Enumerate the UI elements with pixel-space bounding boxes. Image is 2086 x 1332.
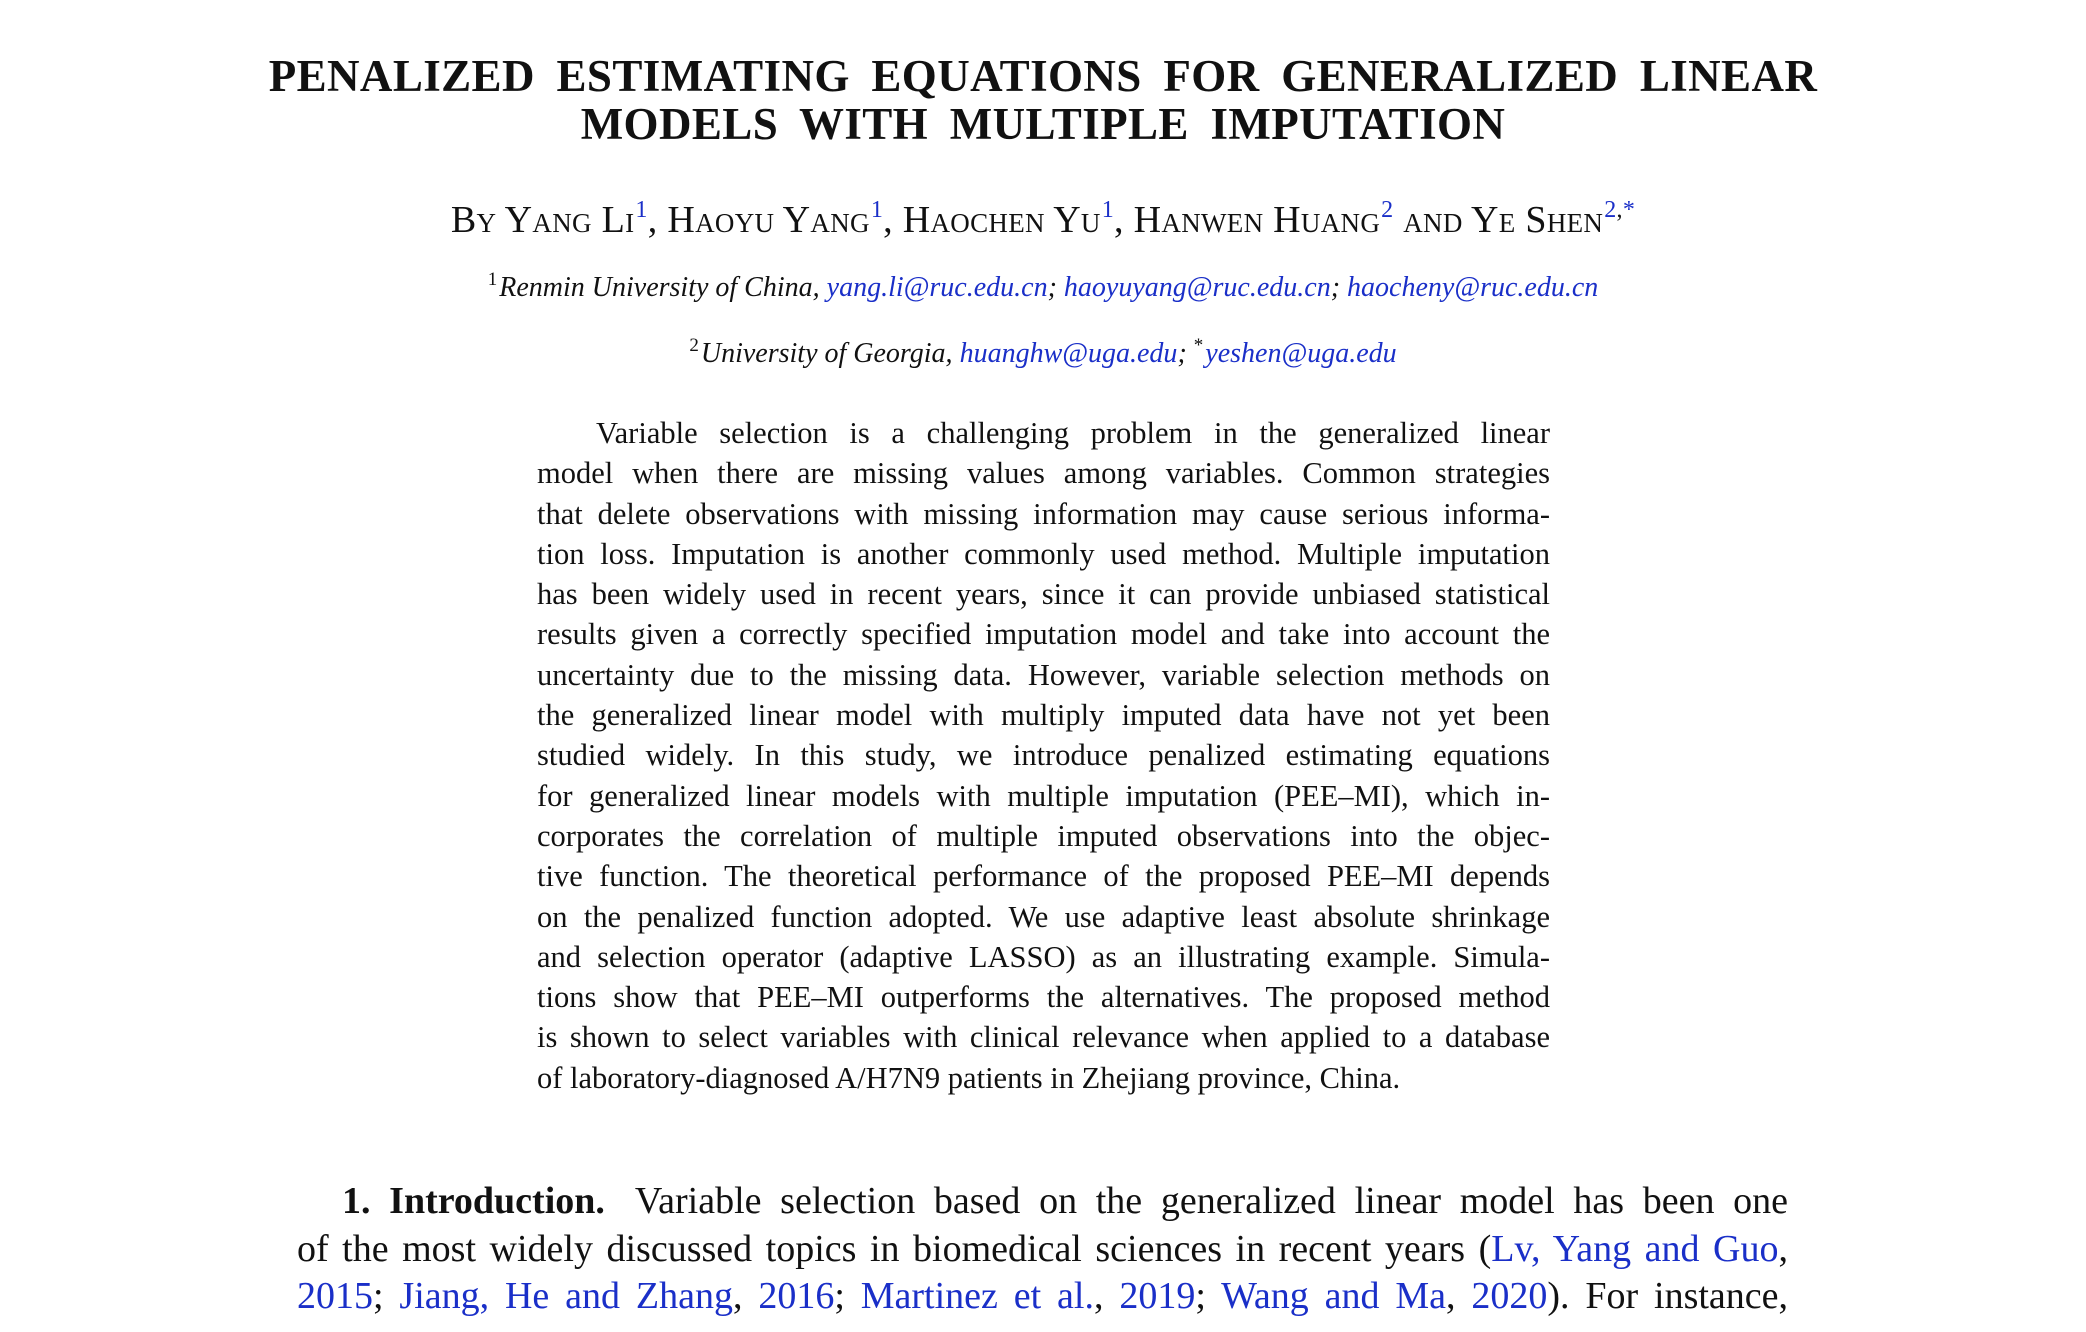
abstract-line: and selection operator (adaptive LASSO) as an illustrating example. Simula- bbox=[537, 939, 1550, 974]
intro-text: Variable selection based on the generalized linear model has been one bbox=[634, 1180, 1788, 1222]
affiliation-ref[interactable]: 2 bbox=[1381, 197, 1394, 223]
abstract-line: for generalized linear models with multiple imputation (PEE–MI), which in- bbox=[537, 778, 1550, 813]
citation-year-link[interactable]: 2019 bbox=[1119, 1275, 1196, 1317]
abstract-line: results given a correctly specified imputation model and take into account the bbox=[537, 617, 1550, 652]
email-link[interactable]: yang.li@ruc.edu.cn bbox=[826, 272, 1048, 303]
abstract-line: is shown to select variables with clinical relevance when applied to a database bbox=[537, 1020, 1550, 1055]
institution: Renmin University of China, bbox=[499, 272, 820, 303]
email-link[interactable]: huanghw@uga.edu bbox=[959, 338, 1178, 369]
author-separator: , bbox=[883, 199, 893, 241]
affiliation-ref[interactable]: 1 bbox=[1101, 197, 1115, 223]
abstract-line: Variable selection is a challenging problem in the generalized linear bbox=[596, 416, 1550, 450]
affiliation-number: 1 bbox=[487, 269, 498, 290]
abstract-line: the generalized linear model with multiply imputed data have not yet been bbox=[537, 698, 1550, 733]
abstract-line: uncertainty due to the missing data. However, variable selection methods on bbox=[537, 657, 1550, 692]
citation-link[interactable]: Jiang, He and Zhang bbox=[399, 1275, 733, 1317]
author-name: Hanwen Huang bbox=[1133, 199, 1381, 241]
affiliation-ref-group bbox=[1604, 197, 1635, 223]
abstract-line: has been widely used in recent years, since it can provide unbiased statistical bbox=[537, 577, 1550, 612]
sup-separator: , bbox=[1616, 197, 1623, 223]
citation-year-link[interactable]: 2020 bbox=[1471, 1275, 1548, 1317]
abstract bbox=[537, 413, 1550, 1098]
title-line-2: MODELS WITH MULTIPLE IMPUTATION bbox=[580, 99, 1506, 149]
author-name: Haoyu Yang bbox=[667, 199, 870, 241]
abstract-line: of laboratory-diagnosed A/H7N9 patients in Zhejiang province, China. bbox=[537, 1060, 1401, 1095]
abstract-line: studied widely. In this study, we introduce penalized estimating equations bbox=[537, 738, 1550, 773]
author-line bbox=[0, 196, 2086, 249]
paper-title bbox=[0, 52, 2086, 148]
affiliation-number: 2 bbox=[689, 335, 699, 356]
intro-line bbox=[297, 1178, 1788, 1226]
affiliation-ref[interactable]: 1 bbox=[870, 197, 884, 223]
section-heading: 1. Introduction. bbox=[342, 1180, 605, 1222]
abstract-line: tion loss. Imputation is another commonly used method. Multiple imputation bbox=[537, 536, 1550, 571]
author-separator: and bbox=[1403, 199, 1463, 241]
affiliation-2 bbox=[0, 336, 2086, 375]
corresponding-star: * bbox=[1193, 335, 1204, 356]
intro-text: ). For instance, bbox=[1547, 1275, 1789, 1317]
email-separator: ; bbox=[1047, 272, 1057, 303]
citation-link[interactable]: Wang and Ma bbox=[1221, 1275, 1446, 1317]
intro-text: of the most widely discussed topics in biomedical sciences in recent years ( bbox=[297, 1227, 1492, 1270]
by-label: By bbox=[450, 199, 497, 241]
affiliation-1 bbox=[0, 270, 2086, 309]
citation-link[interactable]: Lv, Yang and Guo bbox=[1491, 1227, 1779, 1270]
email-link[interactable]: haoyuyang@ruc.edu.cn bbox=[1063, 272, 1331, 303]
email-separator: ; bbox=[1330, 272, 1341, 303]
email-link[interactable]: yeshen@uga.edu bbox=[1205, 338, 1397, 369]
author-name: Ye Shen bbox=[1471, 199, 1604, 241]
affiliation-ref[interactable]: 2 bbox=[1604, 197, 1617, 223]
email-separator: ; bbox=[1177, 338, 1187, 369]
affiliation-ref[interactable]: 1 bbox=[635, 197, 648, 223]
introduction-section bbox=[297, 1178, 1788, 1321]
citation-link[interactable]: Martinez et al. bbox=[860, 1275, 1094, 1317]
citation-year-link[interactable]: 2016 bbox=[758, 1275, 835, 1317]
abstract-line: that delete observations with missing information may cause serious informa- bbox=[537, 496, 1550, 531]
abstract-line: tions show that PEE–MI outperforms the alternatives. The proposed method bbox=[537, 980, 1550, 1015]
citation-year-link[interactable]: 2015 bbox=[297, 1275, 373, 1317]
email-link[interactable]: haocheny@ruc.edu.cn bbox=[1347, 272, 1599, 303]
author-name: Yang Li bbox=[504, 199, 635, 241]
author-name: Haochen Yu bbox=[902, 199, 1101, 241]
abstract-line: corporates the correlation of multiple imputed observations into the objec- bbox=[537, 818, 1550, 853]
intro-line: of the most widely discussed topics in biomedical sciences in recent years (Lv, Yang and Guo, bbox=[297, 1227, 1788, 1270]
abstract-line: on the penalized function adopted. We use adaptive least absolute shrinkage bbox=[537, 899, 1550, 934]
institution: University of Georgia, bbox=[700, 338, 953, 369]
author-separator: , bbox=[647, 199, 658, 241]
author-separator: , bbox=[1114, 199, 1124, 241]
intro-line: 2015; Jiang, He and Zhang, 2016; Martinez et al., 2019; Wang and Ma, 2020). For instance, bbox=[297, 1275, 1789, 1317]
abstract-line: model when there are missing values among variables. Common strategies bbox=[537, 456, 1550, 491]
corresponding-author-mark[interactable]: * bbox=[1622, 197, 1636, 223]
title-line-1: PENALIZED ESTIMATING EQUATIONS FOR GENERALIZED LINEAR bbox=[268, 51, 1818, 101]
abstract-line: tive function. The theoretical performance of the proposed PEE–MI depends bbox=[537, 859, 1550, 894]
